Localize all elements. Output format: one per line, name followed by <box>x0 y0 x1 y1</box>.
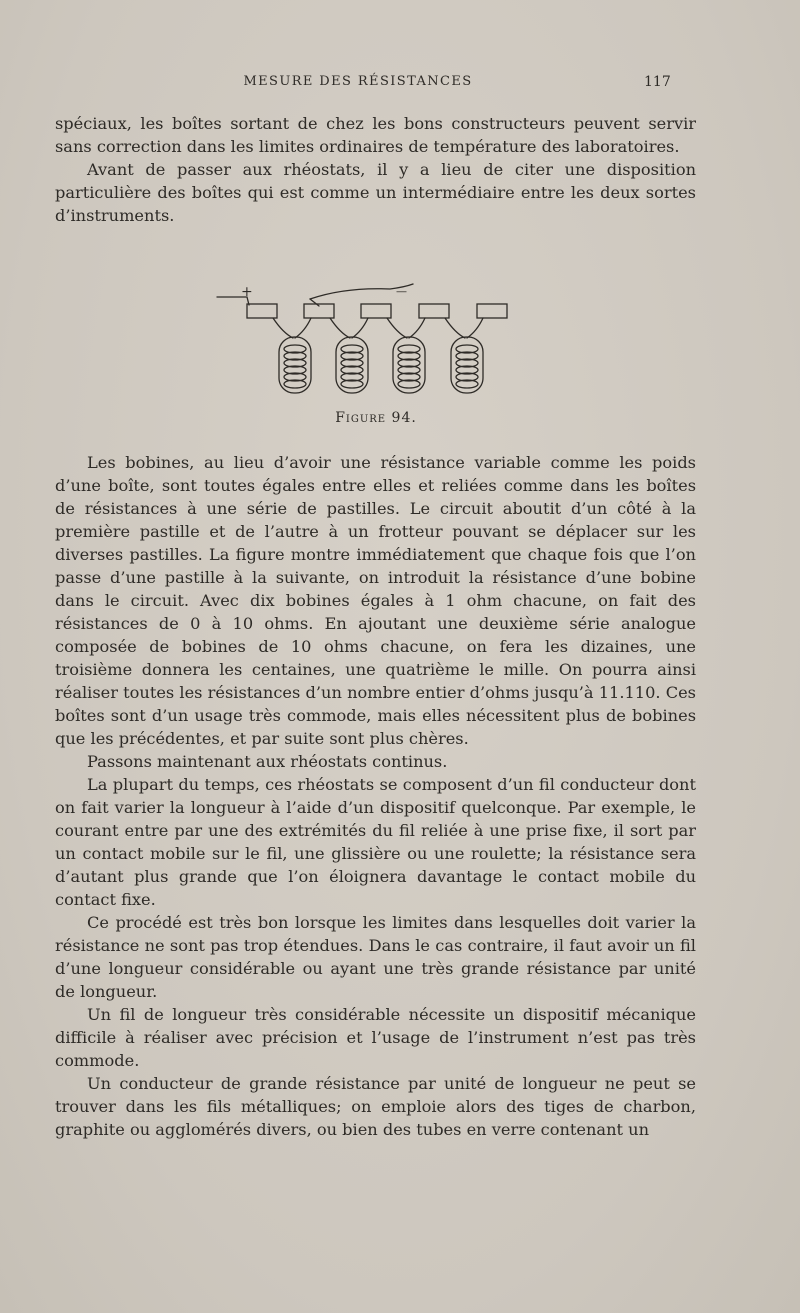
paragraph: spéciaux, les boîtes sortant de chez les bons constructeurs peuvent servir sans correction dans les limites ordinaires de température des laboratoires. <box>55 114 696 156</box>
paragraph: La plupart du temps, ces rhéostats se composent d’un fil conducteur dont on fait varier la longueur à l’aide d’un dispositif quelconque. Par exemple, le courant entre par une des extrémités du fil reliée à une prise fixe, il sort par un contact mobile sur le fil, une glissière ou une roulette; la résistance sera d’autant plus grande que l’on éloignera davantage le contact mobile du contact fixe. <box>55 775 696 909</box>
text-block-top <box>55 112 696 227</box>
page-number: 117 <box>644 74 671 90</box>
coil <box>279 337 311 393</box>
coil-wire <box>409 318 425 338</box>
paragraph: Les bobines, au lieu d’avoir une résistance variable comme les poids d’une boîte, sont toutes égales entre elles et reliées comme dans les boîtes de résistances à une série de pastilles. Le circuit aboutit d’un côté à la première pastille et de l’autre à un frotteur pouvant se déplacer sur les diverses pastilles. La figure montre immédiatement que chaque fois que l’on passe d’une pastille à la suivante, on introduit la résistance d’une bobine dans le circuit. Avec dix bobines égales à 1 ohm chacune, on fait des résistances de 0 à 10 ohms. En ajoutant une deuxième série analogue composée de bobines de 10 ohms chacune, on fera les dizaines, une troisième donnera les centaines, une quatrième le mille. On pourra ainsi réaliser toutes les résistances d’un nombre entier d’ohms jusqu’à 11.110. Ces boîtes sont d’un usage très commode, mais elles nécessitent plus de bobines que les précédentes, et par suite sont plus chères. <box>55 453 696 748</box>
coil-wire <box>330 318 350 338</box>
pastille <box>477 304 507 318</box>
paragraph: Un fil de longueur très considérable nécessite un dispositif mécanique difficile à réaliser avec précision et l’usage de l’instrument n’est pas très commode. <box>55 1005 696 1070</box>
coil-wire <box>295 318 311 338</box>
slider-contact <box>310 299 319 306</box>
coil-resistance-diagram <box>205 275 525 405</box>
paragraph: Un conducteur de grande résistance par unité de longueur ne peut se trouver dans les fils métalliques; on emploie alors des tiges de charbon, graphite ou agglomérés divers, ou bien des tubes en verre contenant un <box>55 1074 696 1139</box>
coil-wire <box>387 318 407 338</box>
running-head <box>0 74 800 94</box>
plus-label: + <box>241 284 253 300</box>
running-title: MESURE DES RÉSISTANCES <box>243 74 473 89</box>
pastille <box>247 304 277 318</box>
pastille <box>361 304 391 318</box>
paragraph: Passons maintenant aux rhéostats continus. <box>87 752 448 771</box>
coil-wire <box>467 318 483 338</box>
coil <box>336 337 368 393</box>
paragraph: Avant de passer aux rhéostats, il y a lieu de citer une disposition particulière des boîtes qui est comme un intermédiaire entre les deux sortes d’instruments. <box>55 160 696 225</box>
coil <box>451 337 483 393</box>
coil-wire <box>445 318 465 338</box>
figure-caption: Figure 94. <box>335 410 417 426</box>
text-block-bottom <box>55 451 696 1141</box>
coil <box>393 337 425 393</box>
pastille <box>419 304 449 318</box>
paragraph: Ce procédé est très bon lorsque les limites dans lesquelles doit varier la résistance ne sont pas trop étendues. Dans le cas contraire, il faut avoir un fil d’une longueur considérable ou ayant une très grande résistance par unité de longueur. <box>55 913 696 1001</box>
minus-label: — <box>396 285 407 298</box>
coil-wire <box>352 318 368 338</box>
coil-wire <box>273 318 293 338</box>
